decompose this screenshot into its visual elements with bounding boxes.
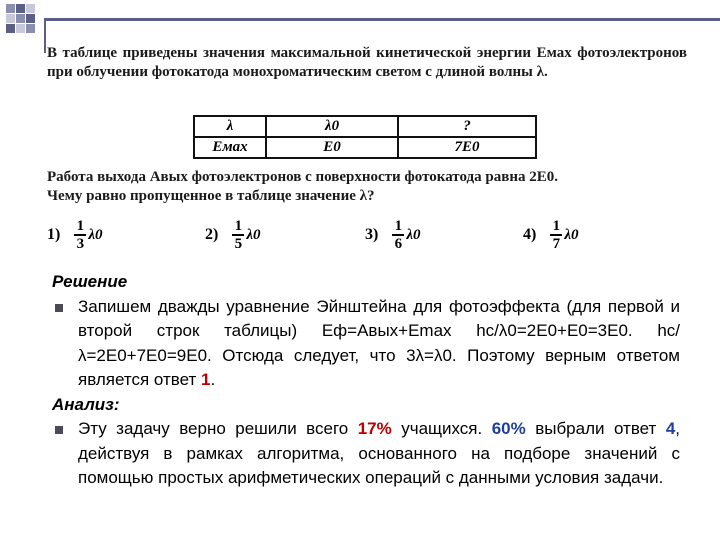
table-cell: Eмах	[194, 137, 266, 158]
denominator: 3	[76, 236, 85, 252]
problem-text-1: В таблице приведены значения максимальной кинетической энергии Eмах фотоэлектронов при облучении фотокатода монохроматическим светом с длиной волны λ.	[47, 45, 687, 80]
deco-square	[26, 4, 35, 13]
deco-square	[6, 14, 15, 23]
solution-section	[52, 270, 680, 491]
table-row	[194, 137, 536, 158]
numerator: 1	[76, 218, 85, 234]
fraction	[392, 218, 404, 252]
denominator: 7	[552, 236, 561, 252]
solution-text-end: .	[210, 370, 216, 389]
problem-table	[193, 115, 537, 159]
bullet-icon	[55, 304, 63, 312]
denominator: 5	[234, 236, 243, 252]
problem-question	[47, 168, 687, 206]
answer-options	[47, 218, 667, 258]
deco-square	[16, 24, 25, 33]
analysis-title: Анализ:	[52, 394, 120, 414]
analysis-paragraph	[52, 417, 680, 491]
deco-square	[26, 14, 35, 23]
fraction	[74, 218, 86, 252]
table-cell: λ0	[266, 116, 398, 137]
option-number: 2)	[205, 226, 219, 243]
deco-square	[16, 4, 25, 13]
deco-square	[6, 4, 15, 13]
solution-paragraph	[52, 295, 680, 393]
header-rule-vertical	[44, 18, 46, 53]
answer-option-2	[205, 218, 261, 252]
numerator: 1	[234, 218, 243, 234]
fraction	[550, 218, 562, 252]
fraction	[232, 218, 244, 252]
percent-chosen: 60%	[491, 419, 526, 438]
percent-correct: 17%	[357, 419, 392, 438]
numerator: 1	[394, 218, 403, 234]
analysis-text: учащихся.	[391, 419, 492, 438]
table-cell: 7E0	[398, 137, 536, 158]
analysis-text: Эту задачу верно решили всего	[78, 419, 358, 438]
bullet-icon	[55, 426, 63, 434]
deco-square	[26, 24, 35, 33]
table-cell: λ	[194, 116, 266, 137]
option-number: 4)	[523, 226, 537, 243]
option-number: 3)	[365, 226, 379, 243]
table-row	[194, 116, 536, 137]
option-unit: λ0	[564, 226, 579, 243]
correct-answer-number: 1	[201, 370, 211, 389]
option-unit: λ0	[246, 226, 261, 243]
denominator: 6	[394, 236, 403, 252]
option-unit: λ0	[88, 226, 103, 243]
answer-option-3	[365, 218, 421, 252]
deco-square	[6, 24, 15, 33]
numerator: 1	[552, 218, 561, 234]
analysis-text: выбрали ответ	[525, 419, 666, 438]
chosen-answer-number: 4	[665, 419, 676, 438]
table-cell: ?	[398, 116, 536, 137]
table-cell: E0	[266, 137, 398, 158]
problem-text-2: Работа выхода Aвых фотоэлектронов с поверхности фотокатода равна 2E0.	[47, 169, 558, 185]
solution-title: Решение	[52, 272, 128, 291]
answer-option-4	[523, 218, 579, 252]
answer-option-1	[47, 218, 103, 252]
analysis-text: , действуя в рамках алгоритма, основанного на подборе значений с помощью простых арифметических операций с данными условия задачи.	[78, 419, 681, 487]
option-unit: λ0	[406, 226, 421, 243]
header-rule	[44, 18, 720, 21]
solution-text: Запишем дважды уравнение Эйнштейна для фотоэффекта (для первой и второй строк таблицы) Eф=Aвых+Emax hc/λ0=2E0+E0=3E0. hc/λ=2E0+7E0=9E0. Отсюда следует, что 3λ=λ0. Поэтому верным ответом является ответ	[78, 296, 680, 389]
problem-statement	[47, 44, 687, 82]
option-number: 1)	[47, 226, 61, 243]
deco-square	[16, 14, 25, 23]
problem-text-3: Чему равно пропущенное в таблице значение λ?	[47, 188, 375, 204]
